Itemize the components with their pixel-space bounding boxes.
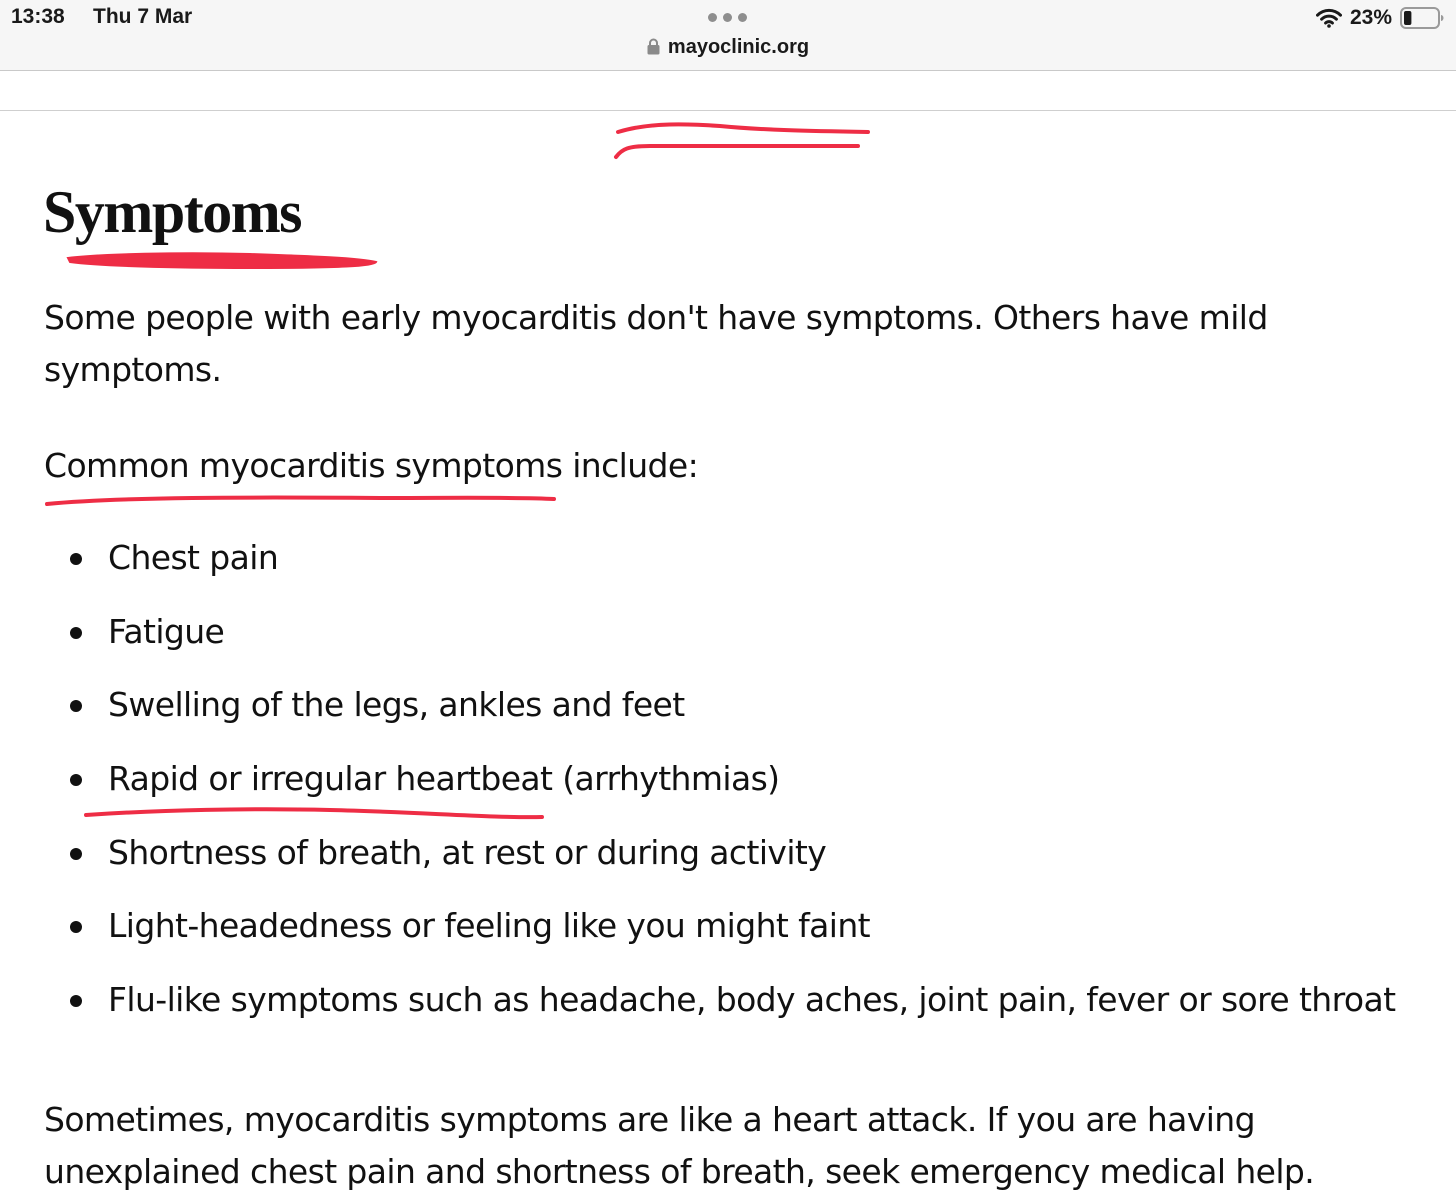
battery-icon (1400, 7, 1444, 29)
symptom-text: Light-headedness or feeling like you might faint (108, 906, 871, 946)
url-text: mayoclinic.org (667, 36, 810, 58)
bullet-icon (70, 627, 82, 639)
status-time: 13:38 (11, 5, 65, 28)
browser-chrome (0, 0, 1456, 71)
symptom-text: Chest pain (108, 538, 279, 577)
heading-underline-mark (68, 253, 376, 268)
symptom-text: Fatigue (108, 611, 225, 651)
list-lead-text: Common myocarditis symptoms include: (44, 446, 699, 485)
closing-paragraph: Sometimes, myocarditis symptoms are like a heart attack. If you are having unexplained chest pain and shortness of breath, seek emergency medical help. (44, 1100, 1315, 1191)
top-scribble-mark (618, 124, 868, 132)
address-bar[interactable] (0, 36, 1456, 59)
lead-underline-mark (47, 498, 554, 504)
bullet-icon (70, 995, 82, 1007)
more-options-icon[interactable] (708, 13, 748, 23)
bullet-icon (70, 774, 82, 786)
page-title: Symptoms (43, 179, 302, 245)
bullet-icon (70, 848, 82, 860)
intro-paragraph: Some people with early myocarditis don't have symptoms. Others have mild symptoms. (44, 298, 1268, 389)
heartbeat-underline-mark (86, 809, 542, 817)
symptom-text: Shortness of breath, at rest or during activity (108, 832, 827, 872)
page-divider (0, 110, 1456, 111)
symptom-text: Swelling of the legs, ankles and feet (108, 685, 685, 725)
bullet-icon (70, 921, 82, 933)
wifi-icon (1316, 8, 1342, 28)
symptom-text: Rapid or irregular heartbeat (arrhythmias) (108, 759, 780, 799)
status-indicators (1316, 4, 1444, 32)
bullet-icon (70, 553, 82, 565)
battery-fill (1404, 11, 1411, 25)
top-scribble-mark (616, 146, 858, 157)
battery-percent: 23% (1349, 6, 1392, 29)
symptom-text: Flu-like symptoms such as headache, body aches, joint pain, fever or sore throat (108, 980, 1396, 1020)
bullet-icon (70, 700, 82, 712)
lock-icon (647, 38, 660, 55)
status-date: Thu 7 Mar (93, 5, 193, 28)
